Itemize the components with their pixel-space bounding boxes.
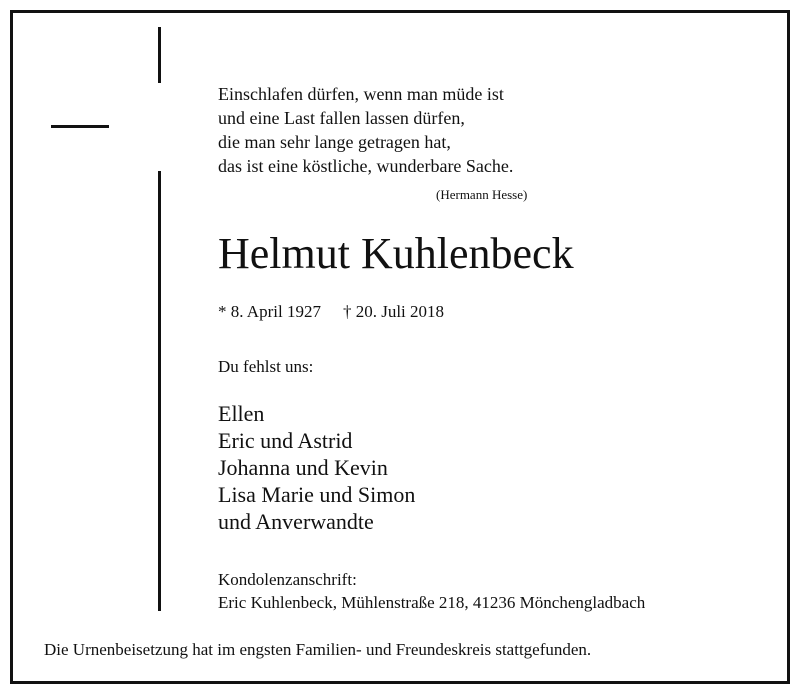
cross-icon-top — [158, 27, 161, 83]
burial-note: Die Urnenbeisetzung hat im engsten Familien- und Freundeskreis stattgefunden. — [44, 640, 592, 659]
death-date: † 20. Juli 2018 — [342, 302, 445, 321]
mourner-name: Lisa Marie und Simon — [218, 482, 416, 507]
mourner-name: Johanna und Kevin — [218, 455, 388, 480]
mourner-name: Ellen — [218, 401, 265, 426]
poem-line: die man sehr lange getragen hat, — [218, 132, 451, 152]
mourners-intro: Du fehlst uns: — [218, 357, 314, 376]
mourners-list — [218, 400, 415, 535]
poem-line: und eine Last fallen lassen dürfen, — [218, 108, 465, 128]
life-dates — [218, 302, 444, 322]
mourner-name: und Anverwandte — [218, 509, 374, 534]
condolence-address: Eric Kuhlenbeck, Mühlenstraße 218, 41236 Mönchengladbach — [218, 593, 646, 612]
birth-date: * 8. April 1927 — [218, 302, 321, 321]
deceased-name: Helmut Kuhlenbeck — [218, 229, 574, 278]
cross-icon-bottom — [158, 171, 161, 611]
poem-line: das ist eine köstliche, wunderbare Sache. — [218, 156, 514, 176]
poem — [218, 82, 513, 178]
mourner-name: Eric und Astrid — [218, 428, 353, 453]
condolence-label: Kondolenzanschrift: — [218, 570, 357, 589]
cross-icon-arm — [51, 125, 109, 128]
poem-line: Einschlafen dürfen, wenn man müde ist — [218, 84, 504, 104]
poem-author: (Hermann Hesse) — [436, 187, 528, 202]
